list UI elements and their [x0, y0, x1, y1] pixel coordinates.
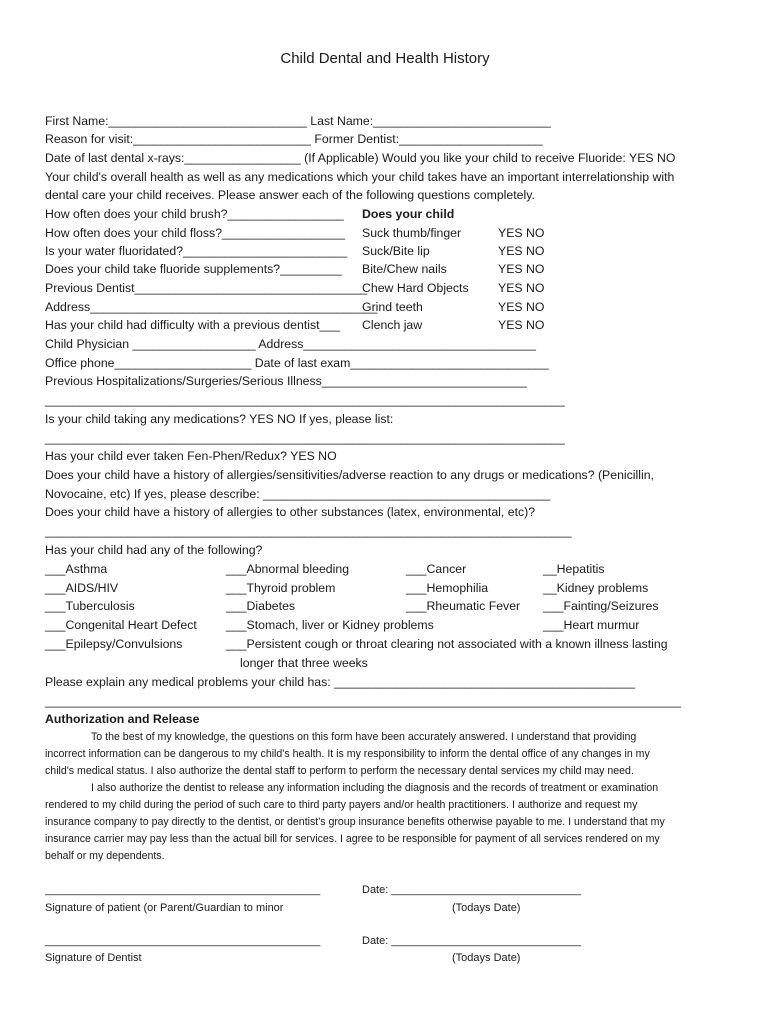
intro-text-line-1: Your child's overall health as well as any medications which your child takes have an important interrelationship with [45, 170, 675, 184]
hospitalizations-field[interactable]: Previous Hospitalizations/Surgeries/Serious Illness______________________________ [45, 374, 527, 388]
condition-item[interactable]: ___Thyroid problem [226, 581, 336, 595]
authorization-text-line: incorrect information can be dangerous to my child's health. It is my responsibility to inform the dental office of any changes in my [45, 748, 650, 760]
fluoride-supplements-field[interactable]: Does your child take fluoride supplements?_________ [45, 262, 342, 276]
drug-allergies-question: Does your child have a history of allergies/sensitivities/adverse reaction to any drugs or medications? (Penicillin, [45, 468, 654, 482]
authorization-paragraph-1 [45, 729, 725, 780]
authorization-text-line: behalf or my dependents. [45, 850, 165, 862]
condition-item[interactable]: ___Persistent cough or throat clearing not associated with a known illness lasting [226, 637, 668, 651]
patient-signature-date-field[interactable]: Date: _______________________________ [362, 884, 581, 896]
form-title: Child Dental and Health History [280, 50, 490, 67]
authorization-text-line: I also authorize the dentist to release any information including the diagnosis and the records of treatment or examination [91, 782, 659, 794]
hospitalizations-line-2[interactable]: ____________________________________________________________________________ [45, 393, 565, 407]
name-fields[interactable]: First Name:_____________________________ Last Name:__________________________ [45, 114, 551, 128]
xray-fluoride-line[interactable]: Date of last dental x-rays:_________________ (If Applicable) Would you like your child to receive Fluoride: YES NO [45, 151, 676, 165]
authorization-text-line: rendered to my child during the period of such care to third party payers and/or health practitioners. I authorize and request my [45, 799, 638, 811]
other-allergies-question: Does your child have a history of allergies to other substances (latex, environmental, etc)? [45, 505, 536, 519]
habit-label: Suck/Bite lip [362, 244, 430, 258]
authorization-heading: Authorization and Release [45, 712, 200, 726]
conditions-question: Has your child had any of the following? [45, 543, 263, 557]
physician-field[interactable]: Child Physician __________________ Address__________________________________ [45, 337, 536, 351]
dentist-signature-line[interactable]: _____________________________________________ [45, 935, 321, 947]
authorization-text-line: insurance company to pay directly to the dentist, or dentist's group insurance benefits otherwise payable to me. I understand that my [45, 816, 665, 828]
habit-answer[interactable]: YES NO [498, 226, 545, 240]
condition-item[interactable]: ___Congenital Heart Defect [45, 618, 197, 632]
dentist-signature-label: Signature of Dentist [45, 952, 142, 964]
drug-allergies-field[interactable]: Novocaine, etc) If yes, please describe: __________________________________________ [45, 487, 551, 501]
previous-dentist-difficulty-field[interactable]: Has your child had difficulty with a previous dentist___ [45, 318, 341, 332]
other-allergies-line[interactable]: _____________________________________________________________________________ [45, 524, 572, 538]
previous-dentist-field[interactable]: Previous Dentist__________________________________ [45, 281, 368, 295]
brush-field[interactable]: How often does your child brush?_________________ [45, 207, 344, 221]
habit-label: Suck thumb/finger [362, 226, 462, 240]
intro-text-line-2: dental care your child receives. Please answer each of the following questions completely. [45, 188, 535, 202]
medications-question[interactable]: Is your child taking any medications? YES NO If yes, please list: [45, 412, 394, 426]
condition-item[interactable]: ___Tuberculosis [45, 599, 135, 613]
authorization-text-line: To the best of my knowledge, the questions on this form have been accurately answered. I understand that providing [91, 731, 637, 743]
authorization-paragraph-2 [45, 780, 725, 865]
condition-item[interactable]: ___Fainting/Seizures [543, 599, 659, 613]
authorization-text-line: insurance carrier may pay less than the actual bill for services. I agree to be responsible for payment of all services rendered on my [45, 833, 660, 845]
condition-item[interactable]: ___Heart murmur [543, 618, 640, 632]
medical-problems-field[interactable]: Please explain any medical problems your child has: ____________________________________________ [45, 675, 636, 689]
habit-label: Grind teeth [362, 300, 423, 314]
condition-item[interactable]: ___Cancer [406, 562, 467, 576]
patient-signature-line[interactable]: _____________________________________________ [45, 884, 321, 896]
patient-signature-label: Signature of patient (or Parent/Guardian to minor [45, 902, 284, 914]
habit-answer[interactable]: YES NO [498, 244, 545, 258]
office-phone-field[interactable]: Office phone____________________ Date of last exam_____________________________ [45, 356, 549, 370]
authorization-text-line: child's medical status. I also authorize the dental staff to perform to perform the necessary dental services my child may need. [45, 765, 634, 777]
condition-item[interactable]: __Kidney problems [543, 581, 649, 595]
condition-item[interactable]: ___Epilepsy/Convulsions [45, 637, 183, 651]
condition-item[interactable]: __Hepatitis [543, 562, 605, 576]
water-fluoridated-field[interactable]: Is your water fluoridated?________________________ [45, 244, 348, 258]
habit-label: Clench jaw [362, 318, 423, 332]
condition-item[interactable]: ___Stomach, liver or Kidney problems [226, 618, 434, 632]
habits-heading: Does your child [362, 207, 455, 221]
medications-list-line[interactable]: ____________________________________________________________________________ [45, 431, 565, 445]
fen-phen-question[interactable]: Has your child ever taken Fen-Phen/Redux? YES NO [45, 449, 337, 463]
patient-signature-date-caption: (Todays Date) [452, 902, 521, 914]
habit-label: Bite/Chew nails [362, 262, 447, 276]
medical-problems-line-2[interactable]: _____________________________________________________________________________________________ [45, 694, 682, 708]
condition-item[interactable]: ___Rheumatic Fever [406, 599, 521, 613]
dentist-signature-date-field[interactable]: Date: _______________________________ [362, 935, 581, 947]
floss-field[interactable]: How often does your child floss?__________________ [45, 226, 346, 240]
condition-item[interactable]: ___AIDS/HIV [45, 581, 119, 595]
condition-item[interactable]: ___Asthma [45, 562, 108, 576]
habit-answer[interactable]: YES NO [498, 262, 545, 276]
dentist-signature-date-caption: (Todays Date) [452, 952, 521, 964]
habit-answer[interactable]: YES NO [498, 281, 545, 295]
condition-item[interactable]: ___Hemophilia [406, 581, 489, 595]
habit-label: Chew Hard Objects [362, 281, 469, 295]
address-field[interactable]: Address__________________________________________ [45, 300, 378, 314]
habit-answer[interactable]: YES NO [498, 318, 545, 332]
condition-item[interactable]: ___Abnormal bleeding [226, 562, 350, 576]
habit-answer[interactable]: YES NO [498, 300, 545, 314]
condition-item[interactable]: ___Diabetes [226, 599, 296, 613]
condition-item-continuation: longer that three weeks [240, 656, 368, 670]
visit-reason-fields[interactable]: Reason for visit:__________________________ Former Dentist:_____________________ [45, 132, 543, 146]
